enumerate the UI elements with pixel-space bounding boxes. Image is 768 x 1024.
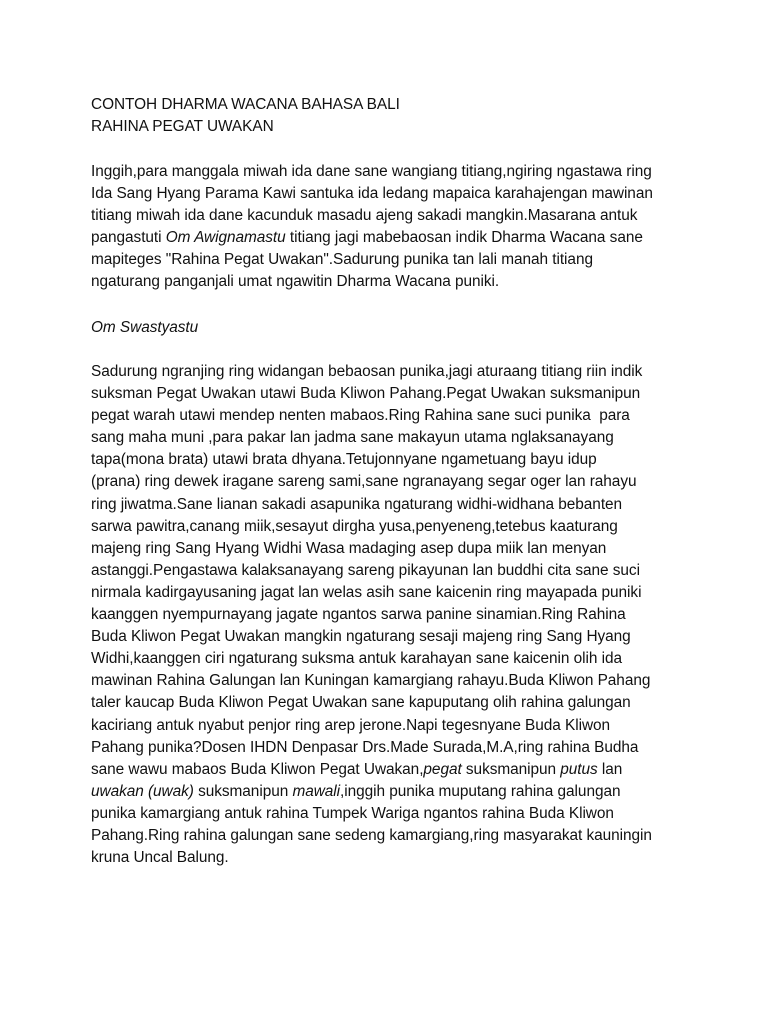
italic-term: uwakan (uwak) — [91, 782, 194, 800]
text-line: Inggih,para manggala miwah ida dane sane wangiang titiang,ngiring ngastawa ring — [91, 163, 652, 180]
italic-term: mawali — [292, 782, 341, 800]
text-line: ring jiwatma.Sane lianan sakadi asapunika ngaturang widhi-widhana bebanten — [91, 495, 623, 513]
text-line: uwakan (uwak) suksmanipun mawali,inggih punika muputang rahina galungan — [91, 782, 621, 800]
italic-term: putus — [560, 760, 598, 778]
text-line: Buda Kliwon Pegat Uwakan mangkin ngaturang sesaji majeng ring Sang Hyang — [91, 628, 631, 646]
text-line: Widhi,kaanggen ciri ngaturang suksma antuk karahayan sane kaicenin olih ida — [91, 650, 622, 668]
text-line: nirmala kadirgayusaning jagat lan welas asih sane kaicenin ring mayapada puniki — [91, 583, 642, 601]
text-line: sang maha muni ,para pakar lan jadma sane makayun utama nglaksanayang — [91, 429, 614, 447]
text-line: suksman Pegat Uwakan utawi Buda Kliwon Pahang.Pegat Uwakan suksmanipun — [91, 385, 641, 403]
text-line: mapiteges "Rahina Pegat Uwakan".Sadurung punika tan lali manah titiang — [91, 251, 593, 269]
text-line: pangastuti Om Awignamastu titiang jagi mabebaosan indik Dharma Wacana sane — [91, 229, 643, 247]
document-title-line-2: RAHINA PEGAT UWAKAN — [91, 118, 274, 135]
text-line: mawinan Rahina Galungan lan Kuningan kamargiang rahayu.Buda Kliwon Pahang — [91, 672, 651, 690]
intro-paragraph — [91, 161, 691, 294]
greeting-line: Om Swastyastu — [91, 319, 199, 336]
text-line: (prana) ring dewek iragane sareng sami,sane ngranayang segar oger lan rahayu — [91, 473, 637, 491]
text-line: ngaturang panganjali umat ngawitin Dharma Wacana puniki. — [91, 273, 500, 291]
body-paragraph — [91, 361, 691, 869]
text-line: astanggi.Pengastawa kalaksanayang sareng pikayunan lan buddhi cita sane suci — [91, 561, 640, 579]
text-line: sarwa pawitra,canang miik,sesayut dirgha yusa,penyeneng,tetebus kaaturang — [91, 517, 618, 535]
italic-term: Om Awignamastu — [165, 229, 286, 247]
text-line: Pahang punika?Dosen IHDN Denpasar Drs.Made Surada,M.A,ring rahina Budha — [91, 738, 639, 756]
text-line: Ida Sang Hyang Parama Kawi santuka ida ledang mapaica karahajengan mawinan — [91, 185, 653, 203]
text-line: sane wawu mabaos Buda Kliwon Pegat Uwakan,pegat suksmanipun putus lan — [91, 760, 623, 778]
italic-term: pegat — [423, 760, 462, 778]
text-line: Pahang.Ring rahina galungan sane sedeng kamargiang,ring masyarakat kauningin — [91, 826, 652, 844]
document-title-line-1: CONTOH DHARMA WACANA BAHASA BALI — [91, 96, 400, 113]
text-line: kaanggen nyempurnayang jagate ngantos sarwa panine sinamian.Ring Rahina — [91, 606, 626, 624]
text-line: taler kaucap Buda Kliwon Pegat Uwakan sane kapuputang olih rahina galungan — [91, 694, 631, 712]
text-line: tapa(mona brata) utawi brata dhyana.Tetujonnyane ngametuang bayu idup — [91, 451, 597, 469]
text-line: punika kamargiang antuk rahina Tumpek Wariga ngantos rahina Buda Kliwon — [91, 804, 614, 822]
text-line: kruna Uncal Balung. — [91, 849, 229, 867]
text-line: pegat warah utawi mendep nenten mabaos.Ring Rahina sane suci punika para — [91, 407, 630, 425]
text-line: titiang miwah ida dane kacunduk masadu ajeng sakadi mangkin.Masarana antuk — [91, 207, 638, 225]
text-line: majeng ring Sang Hyang Widhi Wasa madaging asep dupa miik lan menyan — [91, 539, 607, 557]
text-line: kaciriang antuk nyabut penjor ring arep jerone.Napi tegesnyane Buda Kliwon — [91, 716, 611, 734]
text-line: Sadurung ngranjing ring widangan bebaosan punika,jagi aturaang titiang riin indik — [91, 363, 643, 380]
